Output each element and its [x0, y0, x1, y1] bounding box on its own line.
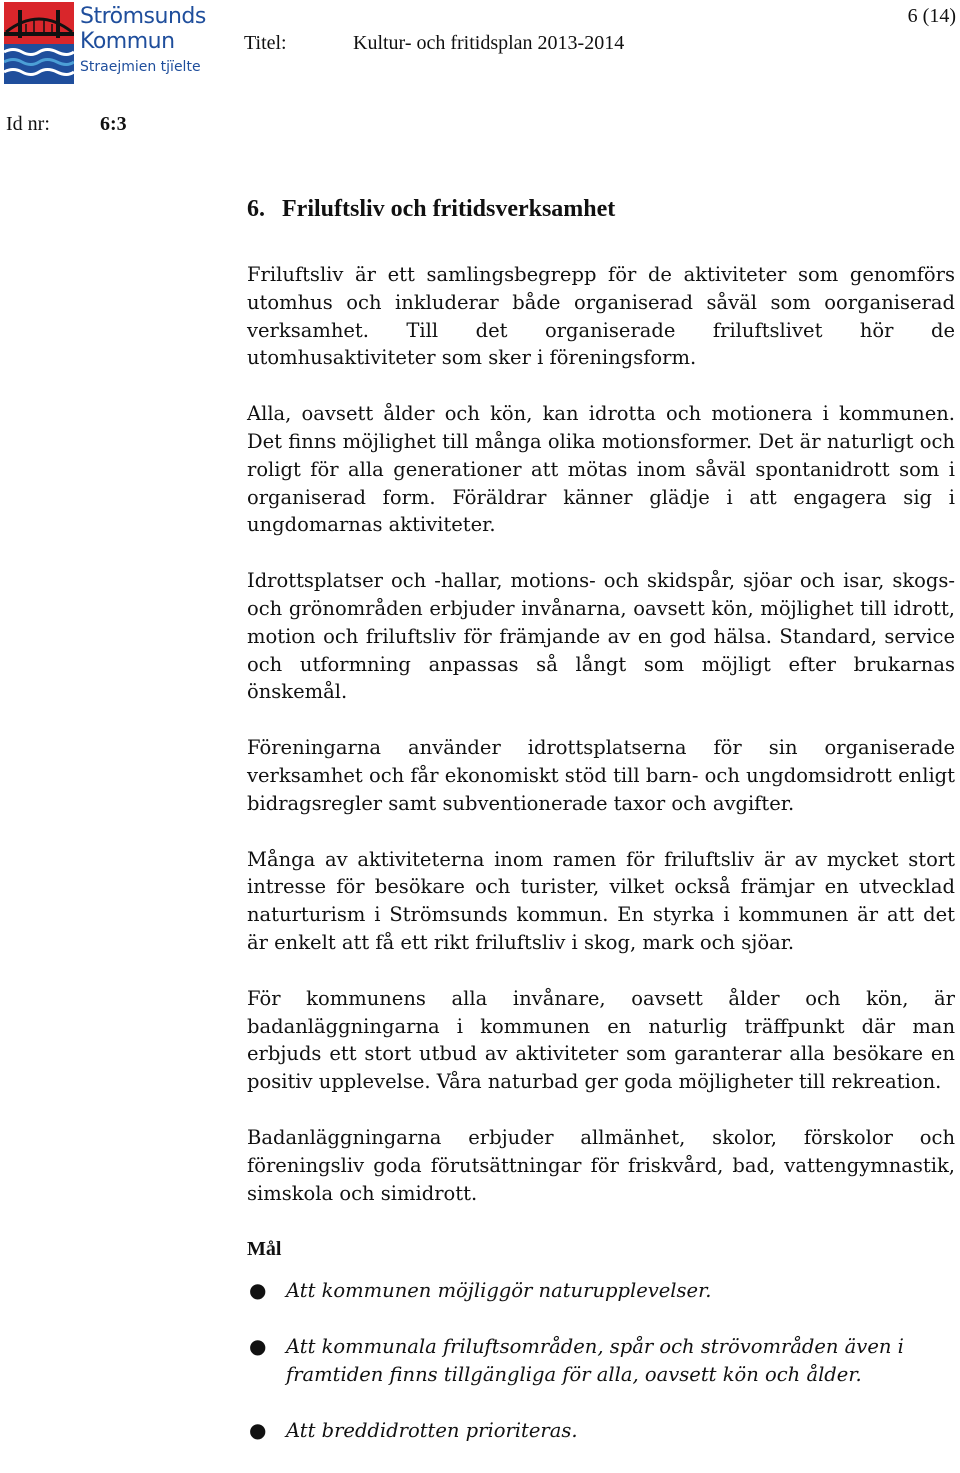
document-body	[247, 193, 955, 1473]
paragraph: Alla, oavsett ålder och kön, kan idrotta och motionera i kommunen. Det finns möjlighet till många olika motionsformer. Det är naturligt och roligt för alla generationer att mötas inom såväl spontanidrott som i organiserad form. Föräldrar känner glädje i att engagera sig i ungdomarnas aktiviteter.	[247, 402, 955, 537]
goals-list	[247, 1277, 955, 1444]
paragraph: Badanläggningarna erbjuder allmänhet, skolor, förskolor och föreningsliv goda förutsättningar för friskvård, bad, vattengymnastik, simskola och simidrott.	[247, 1125, 955, 1205]
municipality-logo	[4, 2, 206, 84]
bullet-icon: ●	[249, 1417, 267, 1442]
paragraph: Friluftsliv är ett samlingsbegrepp för de aktiviteter som genomförs utomhus och inkluderar både organiserad såväl som oorganiserad verksamhet. Till det organiserade friluftslivet hör de utomhusaktiviteter som sker i föreningsform.	[247, 263, 955, 370]
bullet-icon: ●	[249, 1278, 267, 1303]
page-number: 6 (14)	[907, 5, 956, 27]
paragraph: För kommunens alla invånare, oavsett ålder och kön, är badanläggningarna i kommunen en naturlig träffpunkt där man erbjuds ett stort utbud av aktiviteter som garanterar alla besökare en positiv upplevelse. Våra naturbad ger goda möjligheter till rekreation.	[247, 986, 955, 1094]
logo-line-1: Strömsunds	[80, 4, 206, 29]
goal-text: Att breddidrotten prioriteras.	[286, 1418, 578, 1442]
header-title-label: Titel:	[244, 32, 287, 54]
list-item	[247, 1417, 955, 1445]
list-item	[247, 1277, 955, 1305]
paragraph: Föreningarna använder idrottsplatserna för sin organiserade verksamhet och får ekonomiskt stöd till barn- och ungdomsidrott enligt bidragsregler samt subventionerade taxor och avgifter.	[247, 736, 955, 815]
goals-heading: Mål	[247, 1238, 282, 1261]
bullet-icon: ●	[249, 1334, 267, 1359]
paragraph: Många av aktiviteterna inom ramen för friluftsliv är av mycket stort intresse för besökare och turister, vilket också främjar en utvecklad naturturism i Strömsunds kommun. En styrka i kommunen är att det är enkelt att få ett rikt friluftsliv i skog, mark och sjöar.	[247, 847, 955, 954]
section-heading	[247, 193, 955, 225]
paragraph: Idrottsplatser och -hallar, motions- och skidspår, sjöar och isar, skogs- och grönområden erbjuder invånarna, oavsett kön, möjlighet till idrott, motion och friluftsliv för främjande av en god hälsa. Standard, service och utformning anpassas så långt som möjligt efter brukarnas önskemål.	[247, 569, 955, 704]
goal-text: Att kommunen möjliggör naturupplevelser.	[286, 1279, 712, 1303]
id-value: 6:3	[100, 113, 127, 135]
bridge-over-water-icon	[4, 2, 74, 84]
section-number: 6.	[247, 196, 265, 222]
logo-text	[80, 4, 206, 77]
list-item	[247, 1333, 955, 1389]
id-label: Id nr:	[6, 113, 50, 135]
logo-line-3: Straejmien tjïelte	[80, 59, 201, 75]
section-title: Friluftsliv och fritidsverksamhet	[282, 196, 616, 222]
goal-text: Att kommunala friluftsområden, spår och strövområden även i framtiden finns tillgängliga för alla, oavsett kön och ålder.	[286, 1335, 904, 1386]
logo-line-2: Kommun	[80, 29, 175, 54]
header-title-value: Kultur- och fritidsplan 2013-2014	[353, 32, 625, 54]
